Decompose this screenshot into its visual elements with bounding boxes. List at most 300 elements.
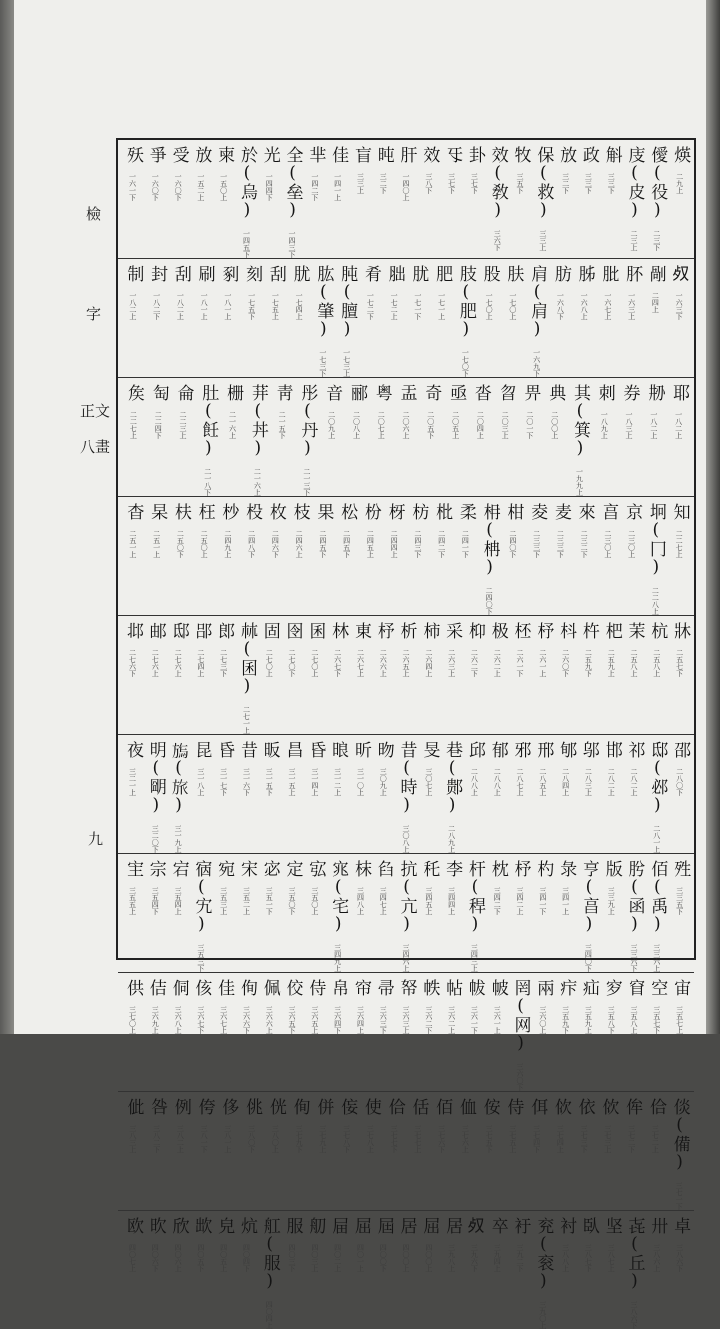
index-entry <box>531 1211 554 1329</box>
entry-character: 明(朙) <box>145 741 166 815</box>
entry-page-ref: 一五二上 <box>196 173 205 201</box>
entry-character: 匋 <box>148 384 169 401</box>
index-entry <box>372 1211 395 1329</box>
entry-page-ref: 一九九上 <box>575 468 584 496</box>
entry-page-ref: 三三五下 <box>675 887 684 915</box>
entry-character: 宕 <box>168 860 189 877</box>
index-entry <box>189 1211 212 1329</box>
index-entry <box>121 854 144 972</box>
entry-page-ref: 三五三上 <box>219 887 228 915</box>
entry-character: 制 <box>123 265 144 282</box>
character-index-table <box>116 138 696 1329</box>
entry-page-ref: 三四三上 <box>470 944 479 972</box>
entry-character: 肫(膻) <box>337 265 358 339</box>
entry-character: 林 <box>328 622 349 639</box>
index-entry <box>577 1211 600 1329</box>
entry-page-ref: 二七一上 <box>242 706 251 734</box>
index-entry <box>440 616 463 734</box>
entry-page-ref: 四〇一上 <box>356 1244 365 1272</box>
entry-page-ref: 二五〇下 <box>176 530 185 558</box>
index-entry <box>549 1092 573 1210</box>
entry-page-ref: 二四五下 <box>342 530 351 558</box>
index-entry <box>531 735 554 853</box>
index-entry <box>395 973 418 1091</box>
entry-character: 枋 <box>408 503 429 520</box>
entry-page-ref: 三六四上 <box>356 1006 365 1034</box>
index-entry <box>430 259 454 377</box>
entry-character: 帘 <box>350 979 371 996</box>
entry-character: 帛 <box>328 979 349 996</box>
entry-character: 政 <box>578 146 599 163</box>
entry-character: 杳 <box>123 503 144 520</box>
entry-page-ref: 四〇〇上 <box>402 1244 411 1272</box>
entry-page-ref: 四〇六上 <box>174 1244 183 1272</box>
entry-character: 夜 <box>122 741 143 758</box>
index-entry <box>216 259 240 377</box>
index-row <box>118 854 694 973</box>
index-entry <box>192 1092 216 1210</box>
entry-character: 疜 <box>556 979 577 996</box>
index-entry <box>235 735 258 853</box>
index-entry <box>270 378 295 496</box>
entry-character: 杼 <box>533 622 554 639</box>
index-entry <box>468 378 493 496</box>
entry-character: 保(救) <box>533 146 554 220</box>
entry-character: 宨(宅) <box>328 860 349 934</box>
index-entry <box>620 1092 644 1210</box>
index-entry <box>359 259 383 377</box>
entry-page-ref: 三六五下 <box>288 1006 297 1034</box>
entry-character: 采 <box>442 622 463 639</box>
index-entry <box>212 1211 235 1329</box>
index-entry <box>406 497 430 615</box>
entry-page-ref: 三七一下 <box>675 1182 684 1210</box>
entry-page-ref: 二四六上 <box>295 530 304 558</box>
entry-character: 郁 <box>487 741 508 758</box>
entry-character: 服 <box>282 1217 303 1234</box>
index-entry <box>281 140 304 258</box>
index-entry <box>212 140 235 258</box>
entry-character: 肝 <box>396 146 417 163</box>
entry-page-ref: 一七五上 <box>271 292 280 320</box>
entry-character: 固 <box>259 622 280 639</box>
index-entry <box>668 854 691 972</box>
entry-page-ref: 三六一下 <box>470 1006 479 1034</box>
entry-page-ref: 二四三下 <box>413 530 422 558</box>
entry-page-ref: 三五九上 <box>584 1006 593 1034</box>
index-entry <box>572 1092 596 1210</box>
entry-character: 佽 <box>550 1098 571 1115</box>
entry-character: 杲 <box>147 503 168 520</box>
entry-character: 舡(服) <box>259 1217 280 1291</box>
index-entry <box>319 378 344 496</box>
index-entry <box>600 854 623 972</box>
index-entry <box>303 973 326 1091</box>
entry-character: 刮 <box>265 265 286 282</box>
index-row <box>118 735 694 854</box>
entry-character: 㝛(宄) <box>191 860 212 934</box>
entry-page-ref: 二八四上 <box>561 768 570 796</box>
index-entry <box>189 735 212 853</box>
entry-character: 柔 <box>455 503 476 520</box>
index-entry <box>192 259 216 377</box>
entry-page-ref: 三三六上 <box>652 944 661 972</box>
entry-character: 光 <box>259 146 280 163</box>
index-entry <box>477 497 501 615</box>
entry-page-ref: 三三下 <box>607 173 616 194</box>
entry-character: 李 <box>442 860 463 877</box>
entry-character: 帔 <box>487 979 508 996</box>
index-entry <box>359 497 383 615</box>
entry-character: 兖(衮) <box>533 1217 554 1291</box>
entry-page-ref: 一八三上 <box>625 411 634 439</box>
index-entry <box>192 497 216 615</box>
entry-page-ref: 三二〇下 <box>151 825 160 853</box>
index-entry <box>189 140 212 258</box>
entry-character: 咎 <box>147 1098 168 1115</box>
entry-character: 刻 <box>242 265 263 282</box>
entry-character: 屈 <box>419 1217 440 1234</box>
index-entry <box>349 973 372 1091</box>
index-entry <box>572 259 596 377</box>
entry-character: 杷 <box>601 622 622 639</box>
entry-page-ref: 二三下 <box>652 230 661 251</box>
entry-character: 來 <box>574 503 595 520</box>
entry-page-ref: 三六二上 <box>447 1006 456 1034</box>
entry-page-ref: 二一三下 <box>302 468 311 496</box>
entry-character: 居 <box>442 1217 463 1234</box>
entry-character: 邱 <box>464 741 485 758</box>
entry-page-ref: 二四一下 <box>461 530 470 558</box>
entry-page-ref: 三三上 <box>538 230 547 251</box>
index-entry <box>287 259 311 377</box>
index-entry <box>395 1211 418 1329</box>
entry-character: 股 <box>479 265 500 282</box>
index-entry <box>531 616 554 734</box>
index-entry <box>486 973 509 1091</box>
index-entry <box>212 735 235 853</box>
entry-character: 炕 <box>236 1217 257 1234</box>
entry-character: 秅 <box>419 860 440 877</box>
entry-character: 肴 <box>360 265 381 282</box>
entry-character: 侉 <box>194 1098 215 1115</box>
entry-character: 定 <box>282 860 303 877</box>
entry-character: 疝 <box>578 979 599 996</box>
entry-character: 窅 <box>624 979 645 996</box>
entry-page-ref: 二二七上 <box>675 530 684 558</box>
entry-page-ref: 三一八上 <box>196 768 205 796</box>
index-entry <box>454 497 478 615</box>
entry-page-ref: 一四一上 <box>333 173 342 201</box>
entry-character: 侍 <box>305 979 326 996</box>
entry-character: 昏 <box>214 741 235 758</box>
entry-page-ref: 二八三上 <box>584 768 593 796</box>
index-entry <box>372 973 395 1091</box>
entry-character: 刮 <box>170 265 191 282</box>
entry-page-ref: 二四九上 <box>223 530 232 558</box>
entry-character: 帙 <box>419 979 440 996</box>
entry-character: 東 <box>350 622 371 639</box>
entry-character: 枌 <box>360 503 381 520</box>
entry-character: 肬 <box>408 265 429 282</box>
entry-page-ref: 四〇四下 <box>242 1244 251 1272</box>
entry-page-ref: 二四〇下 <box>485 587 494 615</box>
entry-character: 典 <box>545 384 566 401</box>
entry-page-ref: 三七二上 <box>651 1125 660 1153</box>
entry-character: 京 <box>622 503 643 520</box>
index-entry <box>600 140 623 258</box>
index-entry <box>167 616 190 734</box>
entry-character: 盂 <box>396 384 417 401</box>
entry-character: 煐 <box>670 146 691 163</box>
index-entry <box>623 616 646 734</box>
index-entry <box>577 973 600 1091</box>
index-entry <box>121 140 144 258</box>
entry-character: 囷 <box>305 622 326 639</box>
index-entry <box>145 259 169 377</box>
entry-page-ref: 三九八上 <box>447 1244 456 1272</box>
entry-page-ref: 二一八下 <box>203 468 212 496</box>
entry-page-ref: 二三〇上 <box>627 530 636 558</box>
entry-page-ref: 二〇四上 <box>476 411 485 439</box>
entry-page-ref: 一七〇上 <box>508 292 517 320</box>
entry-page-ref: 二五一上 <box>128 530 137 558</box>
index-entry <box>303 735 326 853</box>
index-entry <box>501 259 525 377</box>
entry-page-ref: 三六下 <box>493 230 502 251</box>
entry-page-ref: 三四〇下 <box>584 944 593 972</box>
index-entry <box>145 497 169 615</box>
index-entry <box>189 616 212 734</box>
index-entry <box>212 973 235 1091</box>
entry-character: 彔 <box>556 860 577 877</box>
entry-character: 刱 <box>644 384 665 401</box>
index-entry <box>600 1211 623 1329</box>
entry-page-ref: 二四五下 <box>318 530 327 558</box>
entry-page-ref: 三五五上 <box>128 887 137 915</box>
entry-page-ref: 一四二下 <box>310 173 319 201</box>
index-row <box>118 616 694 735</box>
entry-character: 邵 <box>670 741 691 758</box>
index-entry <box>463 973 486 1091</box>
entry-page-ref: 三七九下 <box>295 1125 304 1153</box>
index-entry <box>372 140 395 258</box>
index-entry <box>189 854 212 972</box>
index-entry <box>531 140 554 258</box>
index-entry <box>600 735 623 853</box>
index-entry <box>577 854 600 972</box>
index-entry <box>641 378 666 496</box>
index-entry <box>417 854 440 972</box>
index-entry <box>281 616 304 734</box>
entry-character: 侊 <box>265 1098 286 1115</box>
margin-title-2: 字 <box>86 305 102 323</box>
entry-page-ref: 一八一上 <box>200 292 209 320</box>
entry-page-ref: 一八二上 <box>649 411 658 439</box>
entry-page-ref: 三四四上 <box>447 887 456 915</box>
index-entry <box>326 1211 349 1329</box>
index-entry <box>311 1092 335 1210</box>
index-entry <box>430 497 454 615</box>
entry-page-ref: 三六四下 <box>333 1006 342 1034</box>
entry-page-ref: 二〇五上 <box>451 411 460 439</box>
entry-character: 㐂(丘) <box>624 1217 645 1291</box>
entry-page-ref: 三七二下 <box>627 1125 636 1153</box>
entry-page-ref: 二八八上 <box>493 768 502 796</box>
entry-character: 肹(函) <box>624 860 645 934</box>
entry-character: 併 <box>313 1098 334 1115</box>
entry-page-ref: 三六三下 <box>379 1006 388 1034</box>
index-entry <box>509 616 532 734</box>
index-entry <box>349 616 372 734</box>
index-entry <box>493 378 518 496</box>
entry-character: 夌 <box>527 503 548 520</box>
entry-page-ref: 二六五上 <box>402 649 411 677</box>
index-entry <box>349 854 372 972</box>
entry-character: 肤 <box>503 265 524 282</box>
entry-character: 卅 <box>647 1217 668 1234</box>
index-entry <box>463 735 486 853</box>
index-entry <box>287 1092 311 1210</box>
entry-page-ref: 一六三上 <box>627 292 636 320</box>
entry-page-ref: 三七八下 <box>342 1125 351 1153</box>
entry-character: 枺 <box>350 860 371 877</box>
entry-character: 杼 <box>373 622 394 639</box>
entry-character: 𣏟(囷) <box>236 622 257 696</box>
entry-page-ref: 二〇八上 <box>352 411 361 439</box>
entry-character: 音 <box>322 384 343 401</box>
entry-page-ref: 三三上 <box>356 173 365 194</box>
index-entry <box>372 616 395 734</box>
entry-page-ref: 一四四下 <box>265 173 274 201</box>
entry-character: 巷(䣒) <box>442 741 463 815</box>
entry-page-ref: 二八八上 <box>470 768 479 796</box>
index-entry <box>440 854 463 972</box>
entry-page-ref: 一六八上 <box>580 292 589 320</box>
entry-character: 邪 <box>510 741 531 758</box>
index-row <box>118 1211 694 1329</box>
index-entry <box>144 1211 167 1329</box>
index-entry <box>171 378 196 496</box>
entry-page-ref: 三八二下 <box>152 1125 161 1153</box>
entry-page-ref: 三五三下 <box>196 944 205 972</box>
entry-page-ref: 三〇八上 <box>402 825 411 853</box>
entry-character: 卒 <box>487 1217 508 1234</box>
entry-page-ref: 三一五下 <box>265 768 274 796</box>
entry-page-ref: 二七六下 <box>128 649 137 677</box>
entry-character: 侚 <box>289 1098 310 1115</box>
index-entry <box>326 854 349 972</box>
entry-page-ref: 二〇九上 <box>327 411 336 439</box>
entry-character: 邶 <box>122 622 143 639</box>
entry-page-ref: 一六〇下 <box>174 173 183 201</box>
entry-page-ref: 三七五下 <box>485 1125 494 1153</box>
entry-character: 𣦼 <box>669 265 690 282</box>
index-entry <box>501 497 525 615</box>
entry-character: 供 <box>122 979 143 996</box>
entry-page-ref: 三八六下 <box>675 1244 684 1272</box>
index-entry <box>258 735 281 853</box>
index-row <box>118 497 694 616</box>
entry-page-ref: 三三六下 <box>630 944 638 972</box>
entry-character: 斛 <box>601 146 622 163</box>
entry-character: 殅 <box>670 860 691 877</box>
entry-character: 极 <box>487 622 508 639</box>
index-entry <box>281 973 304 1091</box>
entry-page-ref: 一八九上 <box>600 411 609 439</box>
entry-page-ref: 三七七下 <box>390 1125 399 1153</box>
entry-page-ref: 三七四上 <box>556 1125 565 1153</box>
entry-page-ref: 三〇九上 <box>379 768 388 796</box>
index-row <box>118 140 694 259</box>
entry-character: 肱(肇) <box>313 265 334 339</box>
index-entry <box>326 616 349 734</box>
entry-page-ref: 三二一上 <box>128 768 137 796</box>
entry-character: 屈 <box>350 1217 371 1234</box>
index-entry <box>525 497 549 615</box>
entry-page-ref: 二一六上 <box>228 411 237 439</box>
entry-character: 靑 <box>272 384 293 401</box>
entry-page-ref: 一六八下 <box>556 292 565 320</box>
entry-page-ref: 二七〇上 <box>310 649 319 677</box>
index-entry <box>121 497 145 615</box>
entry-character: 肩(肩) <box>527 265 548 339</box>
entry-character: 侗 <box>168 979 189 996</box>
index-row <box>118 973 694 1092</box>
entry-page-ref: 二八〇下 <box>675 768 684 796</box>
entry-page-ref: 三六六下 <box>242 1006 251 1034</box>
index-entry <box>326 735 349 853</box>
entry-character: 佰(禹) <box>647 860 668 934</box>
entry-character: 昄 <box>259 741 280 758</box>
index-entry <box>623 973 646 1091</box>
entry-page-ref: 一五〇上 <box>219 173 228 201</box>
entry-page-ref: 三一九上 <box>174 825 183 853</box>
index-entry <box>372 854 395 972</box>
index-entry <box>303 1211 326 1329</box>
entry-character: 券 <box>619 384 640 401</box>
index-entry <box>645 735 668 853</box>
entry-character: 柬 <box>214 146 235 163</box>
index-entry <box>620 497 644 615</box>
entry-character: 衬 <box>556 1217 577 1234</box>
entry-character: 刷 <box>194 265 215 282</box>
entry-character: 皃 <box>214 1217 235 1234</box>
index-entry <box>417 140 440 258</box>
entry-character: 侐 <box>455 1098 476 1115</box>
index-entry <box>121 973 144 1091</box>
entry-character: 宓 <box>259 860 280 877</box>
entry-character: 荓(丼) <box>247 384 268 458</box>
entry-page-ref: 三八一下 <box>200 1125 209 1153</box>
index-entry <box>240 497 264 615</box>
entry-page-ref: 三五〇上 <box>310 887 319 915</box>
index-entry <box>623 854 646 972</box>
entry-character: 杆(稈) <box>464 860 485 934</box>
index-entry <box>418 378 443 496</box>
index-entry <box>144 616 167 734</box>
index-entry <box>645 616 668 734</box>
entry-page-ref: 二六〇下 <box>561 649 570 677</box>
entry-character: 佮 <box>645 1098 666 1115</box>
entry-page-ref: 三六五上 <box>310 1006 319 1034</box>
entry-character: 祁 <box>624 741 645 758</box>
entry-page-ref: 二二四下 <box>154 411 163 439</box>
index-entry <box>531 854 554 972</box>
entry-page-ref: 二六一下 <box>516 649 525 677</box>
index-row <box>118 259 694 378</box>
entry-page-ref: 四〇〇上 <box>424 1244 433 1272</box>
